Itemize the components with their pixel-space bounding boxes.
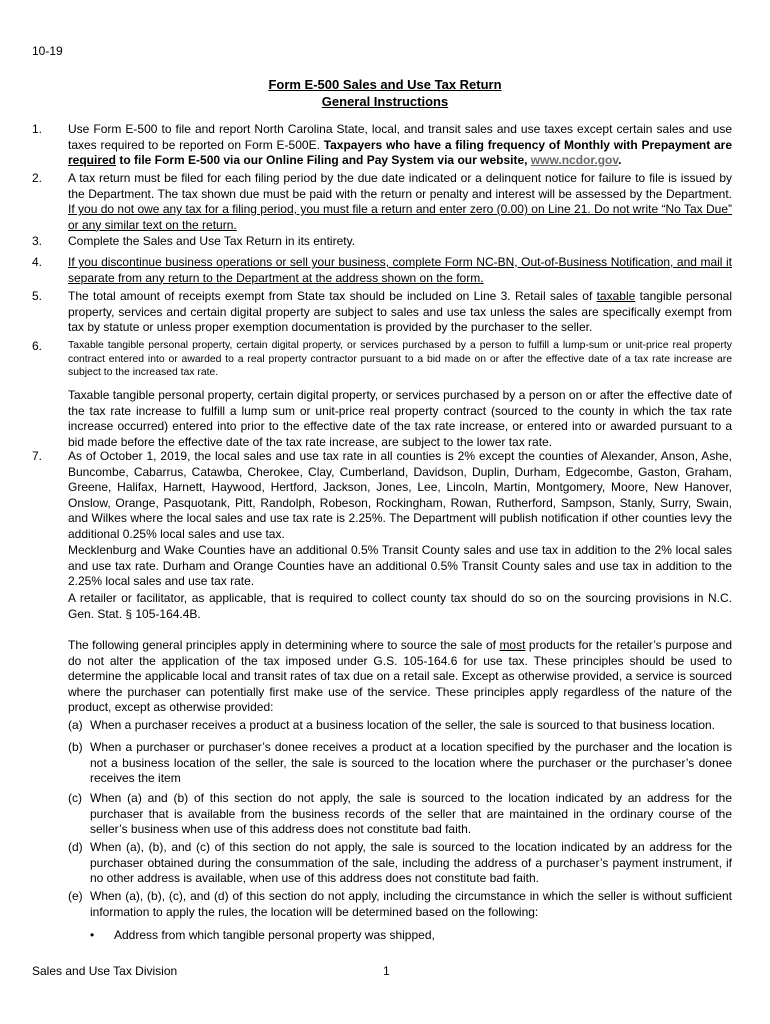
item-7-paragraph-2: Mecklenburg and Wake Counties have an additional 0.5% Transit County sales and use tax in addition to the 2% local sales and use tax rate. Durham and Orange Counties have an additional 0.5% Transit County sales and use tax in addition to the 2.25% local sales and use tax rate.	[68, 543, 732, 588]
item-text-underlined: If you discontinue business operations or sell your business, complete Form NC-BN, Out-of-Business Notification, and mail it separate from any return to the Department at the address shown on the form.	[68, 255, 732, 285]
item-number: 3.	[32, 234, 43, 248]
item-paragraph: Taxable tangible personal property, certain digital property, or services purchased by a person to fulfill a lump-sum or unit-price real property contract entered into or awarded to a real property contractor pursuant to a bid made on or after the effective date of a tax rate increase are subject to the increased tax rate.	[68, 340, 732, 378]
rule-label: (d)	[68, 840, 83, 854]
bullet-icon: •	[90, 928, 95, 942]
item-text: Use Form E-500 to file and report North Carolina State, local, and transit sales and use taxes except certain sales and use taxes required to be reported on Form E-500E.	[68, 122, 732, 152]
rule-text: When (a) and (b) of this section do not apply, the sale is sourced to the location indicated by an address for the purchaser that is available from the business records of the seller that are maintained in the ordinary course of the seller’s business when use of this address does not constitute bad faith.	[90, 791, 732, 836]
sourcing-rule-d	[68, 840, 732, 887]
instruction-item-2	[32, 171, 732, 233]
item-text: Complete the Sales and Use Tax Return in its entirety.	[68, 234, 356, 248]
sourcing-rule-b	[68, 740, 732, 787]
rule-text: When (a), (b), (c), and (d) of this section do not apply, including the circumstance in which the seller is without sufficient information to apply the rules, the location will be determined based on the following:	[90, 889, 732, 919]
item-text: A tax return must be filed for each filing period by the due date indicated or a delinquent notice for failure to file is issued by the Department. The tax shown due must be paid with the return or penalty and interest will be assessed by the Department.	[68, 171, 732, 201]
ncdor-website-link[interactable]: www.ncdor.gov	[530, 153, 619, 167]
item-6-paragraph-2: Taxable tangible personal property, certain digital property, or services purchased by a person on or after the effective date of the tax rate increase to fulfill a lump sum or unit-price real property contract (sourced to the county in which the tax rate increase occurred) entered into prior to the effective date of the tax rate increase, or entered into or awarded pursuant to a bid made before the effective date of the tax rate increase, are subject to the lower tax rate.	[68, 388, 732, 449]
sourcing-rule-a	[68, 718, 732, 734]
instructions-heading: General Instructions	[321, 94, 449, 109]
rule-label: (c)	[68, 791, 82, 805]
sourcing-intro: The following general principles apply in determining where to source the sale of most products for the retailer’s purpose and do not alter the application of the tax imposed under G.S. 105-164.6 for use tax. These principles should be used to determine the applicable local and transit rates of tax due on a retail sale. Except as otherwise provided, a service is sourced where the purchaser can potentially first make use of the service. These principles apply regardless of the nature of the product, except as otherwise provided:	[68, 638, 732, 714]
item-paragraph: As of October 1, 2019, the local sales and use tax rate in all counties is 2% except the counties of Alexander, Anson, Ashe, Buncombe, Cabarrus, Catawba, Cherokee, Clay, Cumberland, Davidson, Duplin, Durham, Edgecombe, Gaston, Graham, Greene, Halifax, Harnett, Haywood, Hertford, Jackson, Jones, Lee, Lincoln, Martin, Montgomery, Moore, New Hanover, Onslow, Orange, Pasquotank, Pitt, Randolph, Robeson, Rockingham, Rowan, Rutherford, Sampson, Stanly, Surry, Swain, and Wilkes where the local sales and use tax rate is 2.25%. The Department will publish notification if other counties levy the additional 0.25% local sales and use tax.	[68, 449, 732, 541]
rule-text: When a purchaser or purchaser’s donee receives a product at a location specified by the purchaser and the location is not a business location of the seller, the sale is sourced to the location where the purchaser or the purchaser’s donee receives the item	[90, 740, 732, 785]
item-text-required: required	[68, 153, 117, 167]
instruction-item-1: 1. Use Form E-500 to file and report North Carolina State, local, and transit sales and use taxes except certain sales and use taxes required to be reported on Form E-500E. Taxpayers who have a filing frequency of Monthly with Prepayment are required to file Form E-500 via our Online Filing and Pay System via our website, www.ncdor.gov.	[32, 122, 732, 167]
instruction-item-5: 5. The total amount of receipts exempt from State tax should be included on Line 3. Retail sales of taxable tangible personal property, services and certain digital property are subject to sales and use tax unless the sales are specifically exempt from tax by statute or unless proper exemption documentation is provided by the purchaser to the seller.	[32, 289, 732, 334]
rule-label: (a)	[68, 718, 83, 732]
item-text-bold: Taxpayers who have a filing frequency of Monthly with Prepayment are	[323, 137, 732, 152]
rule-label: (b)	[68, 740, 83, 754]
instruction-item-7	[32, 449, 732, 542]
item-7-paragraph-3: A retailer or facilitator, as applicable, that is required to collect county tax should do so on the sourcing provisions in N.C. Gen. Stat. § 105-164.4B.	[68, 591, 732, 621]
page-number: 1	[383, 964, 390, 978]
instruction-item-4	[32, 255, 732, 286]
item-number: 4.	[32, 255, 43, 269]
rule-label: (e)	[68, 889, 83, 903]
footer-division: Sales and Use Tax Division	[32, 964, 178, 978]
item-number: 7.	[32, 449, 43, 463]
form-title: Form E-500 Sales and Use Tax Return	[268, 77, 502, 92]
form-revision-code: 10-19	[32, 44, 63, 58]
instruction-item-6	[32, 339, 732, 380]
item-text-underlined: If you do not owe any tax for a filing period, you must file a return and enter zero (0.00) on Line 21. Do not write “No Tax Due” or any similar text on the return.	[68, 202, 732, 232]
sourcing-bullet-item	[90, 928, 435, 942]
sourcing-rule-e	[68, 889, 732, 920]
rule-text: When (a), (b), and (c) of this section do not apply, the sale is sourced to the location indicated by an address for the purchaser obtained during the consummation of the sale, including the address of a purchaser’s payment instrument, if no other address is available, when use of this address does not constitute bad faith.	[90, 840, 732, 885]
instruction-item-3	[32, 234, 732, 250]
item-number: 1.	[32, 122, 43, 136]
item-number: 5.	[32, 289, 43, 303]
sourcing-rule-c	[68, 791, 732, 838]
bullet-text: Address from which tangible personal property was shipped,	[114, 928, 435, 942]
item-text: The total amount of receipts exempt from State tax should be included on Line 3. Retail sales of	[68, 289, 597, 303]
item-text-bold-2: to file Form E-500 via our Online Filing and Pay System via our website,	[116, 153, 531, 167]
rule-text: When a purchaser receives a product at a business location of the seller, the sale is sourced to that business location.	[90, 718, 716, 732]
item-number: 2.	[32, 171, 43, 185]
item-text-taxable: taxable	[596, 289, 636, 303]
item-number: 6.	[32, 339, 43, 353]
sourcing-intro-most: most	[499, 638, 526, 652]
